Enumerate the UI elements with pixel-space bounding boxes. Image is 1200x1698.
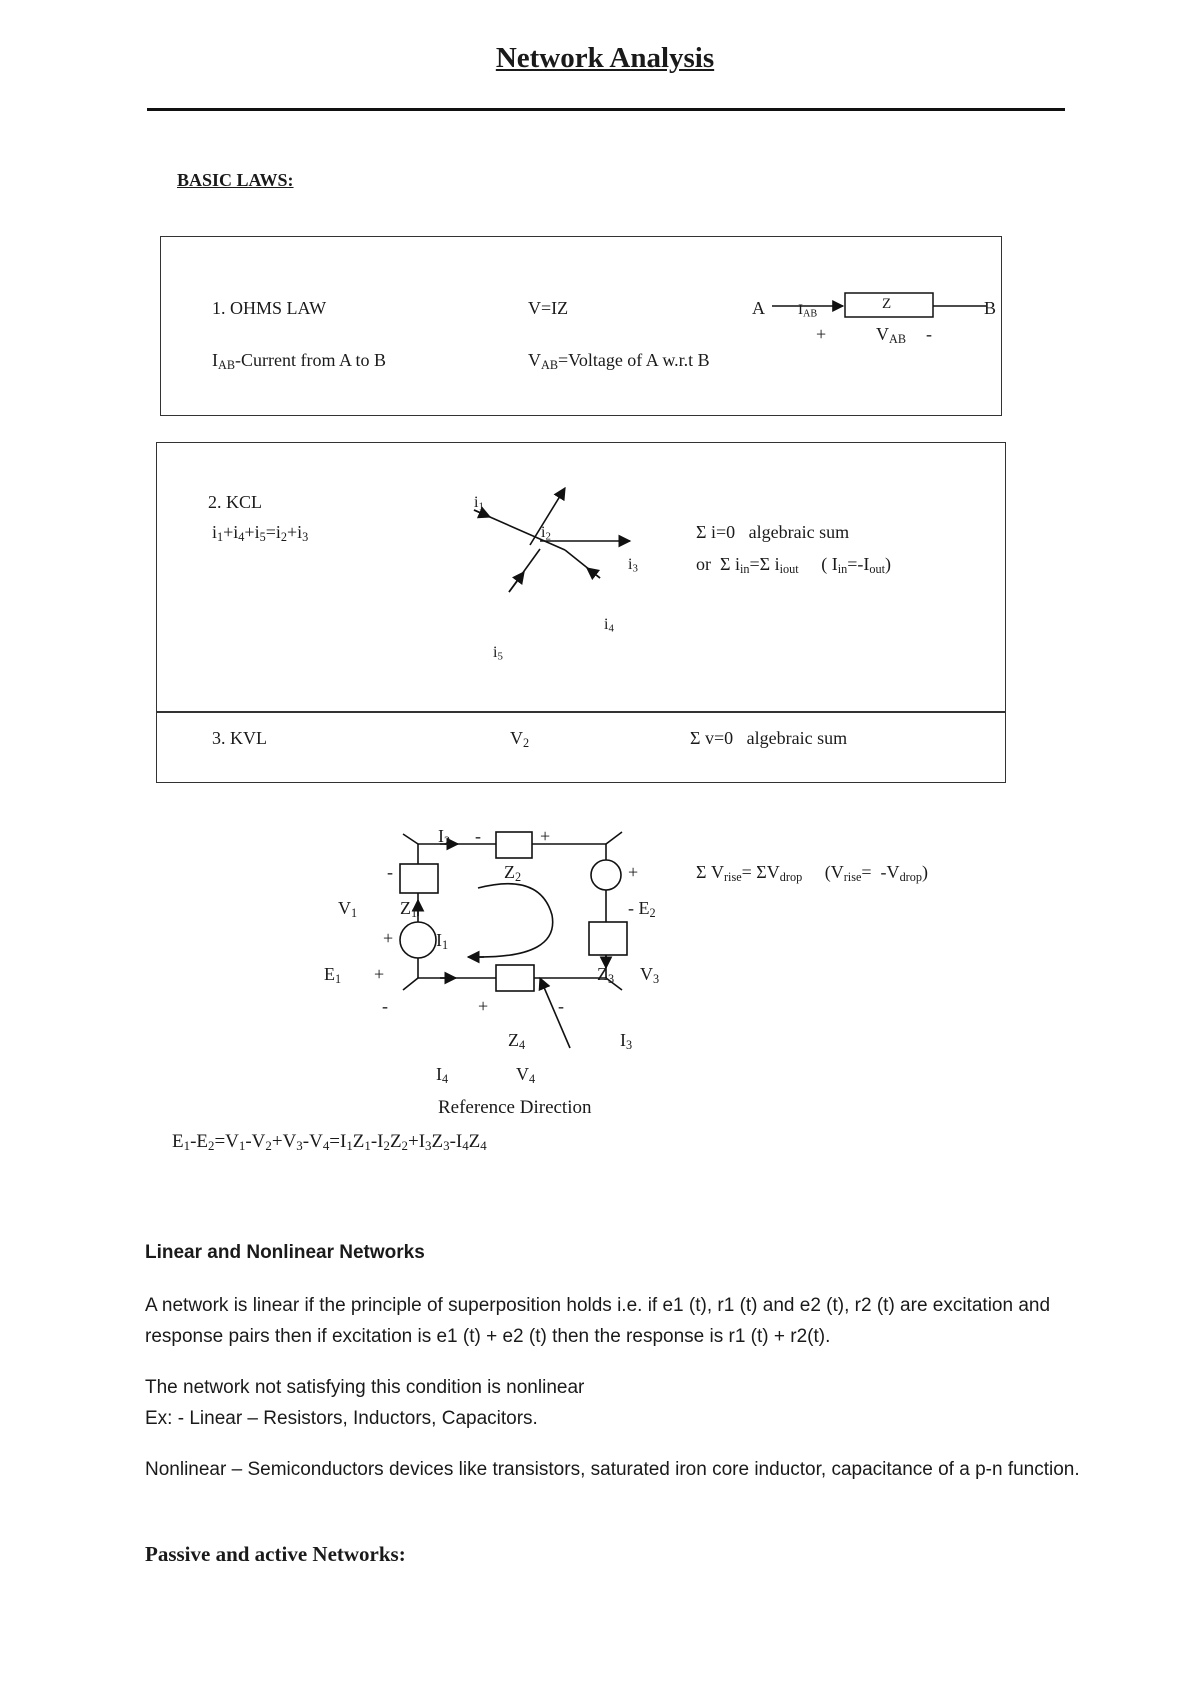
linear-definition-paragraph: A network is linear if the principle of superposition holds i.e. if e1 (t), r1 (t) and e2 (t), r2 (t) are excitation and response pairs then if excitation is e1 (t) + e2 (t) then the response is r1 (t) + r2(t). [145,1295,1051,1347]
reference-direction-caption: Reference Direction [438,1097,592,1118]
page-title: Network Analysis [495,42,715,74]
kcl-label-i3: $i_3$ [628,556,638,575]
voltage-definition: $V_{AB}=Voltage$ of A w.r.t B [528,350,710,373]
loop-label-v3: $V_3$ [640,964,660,987]
kvl-heading: 3. KVL [212,728,267,748]
ohms-law-heading: 1. OHMS LAW [212,298,327,318]
plus-sign: + [816,324,827,344]
loop-label-e1: $E_1$ [324,964,342,987]
loop-minus-bottom-right: - [558,996,564,1016]
loop-label-i3: $I_3$ [620,1030,633,1053]
node-b-label: B [984,298,997,318]
loop-plus-bottom: + [478,996,489,1016]
node-a-label: A [752,298,765,318]
loop-label-e2: - $E_2$ [628,898,656,921]
loop-sum-rise-drop: Σ $V_{rise}= \Sigma V_{drop}$ $(V_{rise}= -V_{drop})$ [696,862,928,885]
loop-plus-e1-b: + [374,964,385,984]
loop-label-z4: $Z_4$ [508,1030,526,1053]
kcl-sum-line: Σ i=0 algebraic sum [696,522,850,542]
ohms-law-equation: V=IZ [528,298,569,318]
loop-label-i2: $I_2$ [438,826,451,849]
linear-nonlinear-body [145,1290,1085,1485]
loop-label-z2: $Z_2$ [504,862,522,885]
kcl-label-i1: $i_1$ [474,494,484,513]
loop-plus-top: + [540,826,551,846]
kvl-loop-equation: $E_1-E_2=V_1-V_2+V_3-V_4=I_1Z_1-I_2Z_2+I_3Z_3-I_4Z_4$ [172,1131,487,1154]
linear-examples-line: Ex: - Linear – Resistors, Inductors, Capacitors. [145,1408,538,1429]
kcl-label-i5: $i_5$ [493,644,503,663]
loop-label-z1: $Z_1$ [400,898,418,921]
loop-plus-right: + [628,862,639,882]
kcl-arrowheads [474,510,600,592]
kvl-v2-label: $V_2$ [510,728,530,751]
loop-label-i4: $I_4$ [436,1064,449,1087]
linear-nonlinear-heading: Linear and Nonlinear Networks [145,1242,425,1263]
nonlinear-condition-line: The network not satisfying this condition is nonlinear [145,1377,585,1398]
current-iab-label: $I_{AB}$ [798,302,818,320]
kcl-equation: $i_1+i_4+i_5=i_2+i_3$ [212,522,309,545]
loop-minus-left: - [387,862,393,882]
loop-label-i1: $I_1$ [436,930,449,953]
loop-minus-top: - [475,826,481,846]
current-definition: $I_{AB}$-Current from A to B [212,350,386,373]
kcl-heading: 2. KCL [208,492,262,512]
minus-sign: - [926,324,932,344]
kcl-label-i4: $i_4$ [604,616,614,635]
kcl-node [474,488,630,592]
loop-label-z3: $Z_3$ [597,964,615,987]
nonlinear-examples-paragraph: Nonlinear – Semiconductors devices like transistors, saturated iron core inductor, capacitance of a p-n function. [145,1459,1080,1480]
impedance-z-label: Z [882,296,892,312]
section-heading: BASIC LAWS: [177,170,294,190]
kvl-sum-line: Σ v=0 algebraic sum [690,728,848,748]
voltage-vab-label: $V_{AB}$ [876,324,906,347]
kcl-or-line: or Σ $i_{in}=\Sigma$ $i_{iout}$ ( $I_{in}=-I_{out}$) [696,554,892,577]
kcl-label-i2: $i_2$ [541,524,551,543]
loop-label-v4: $V_4$ [516,1064,536,1087]
loop-minus-bottom-left: - [382,996,388,1016]
passive-active-heading: Passive and active Networks: [145,1542,406,1566]
loop-label-v1: $V_1$ [338,898,358,921]
loop-plus-e1: + [383,928,394,948]
